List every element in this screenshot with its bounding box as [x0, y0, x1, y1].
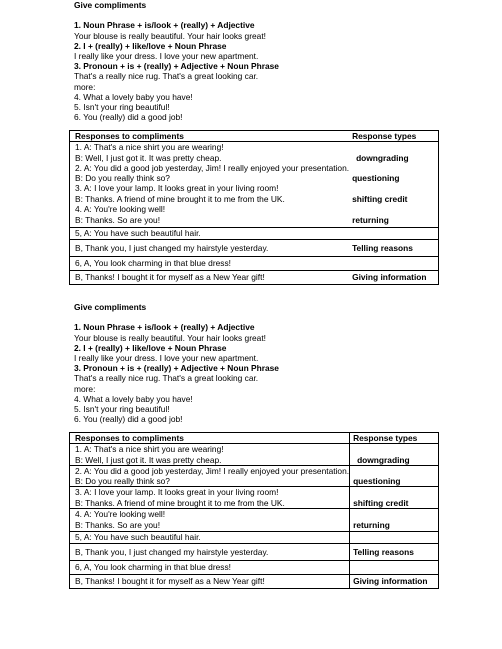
pattern-heading-1: 1. Noun Phrase + is/look + (really) + Adjective	[74, 20, 255, 31]
pattern-heading-3: 3. Pronoun + is + (really) + Adjective + Noun Phrase	[74, 363, 279, 374]
line-b: B: Thanks. So are you!	[70, 519, 350, 532]
table-row	[70, 173, 439, 183]
line-a: 6, A, You look charming in that blue dress!	[70, 560, 350, 574]
line-a: 1. A: That's a nice shirt you are wearing!	[75, 142, 224, 153]
pattern-heading-2: 2. I + (really) + like/love + Noun Phrase	[74, 40, 227, 51]
response-type: Telling reasons	[352, 242, 413, 253]
pattern-heading-2: 2. I + (really) + like/love + Noun Phrase	[74, 342, 227, 353]
section-title: Give compliments	[74, 0, 147, 10]
line-a: 5, A: You have such beautiful hair.	[70, 532, 350, 543]
pattern-heading-1: 1. Noun Phrase + is/look + (really) + Adjective	[74, 322, 255, 333]
table-row	[70, 153, 439, 163]
line-a: 2. A: You did a good job yesterday, Jim! I really enjoyed your presentation.	[70, 465, 350, 476]
compliments-section-2	[74, 302, 454, 424]
table-row	[70, 455, 439, 466]
response-type: returning	[353, 520, 390, 531]
pattern-example-3: That's a really nice rug. That's a great looking car.	[74, 373, 259, 384]
line-a: 3. A: I love your lamp. It looks great in your living room!	[70, 487, 350, 498]
line-a: 4. A: You're looking well!	[70, 509, 350, 520]
response-type: downgrading	[356, 152, 409, 163]
header-responses: Responses to compliments	[70, 433, 350, 444]
line-b: B, Thank you, I just changed my hairstyle yesterday.	[75, 242, 269, 253]
header-responses: Responses to compliments	[75, 131, 184, 141]
table-row	[70, 142, 439, 153]
response-type: downgrading	[357, 454, 410, 465]
response-type: Giving information	[353, 575, 428, 586]
pattern-example-3: That's a really nice rug. That's a great looking car.	[74, 71, 259, 82]
table-row	[70, 256, 439, 270]
response-type: shifting credit	[353, 497, 409, 508]
pattern-example-2: I really like your dress. I love your new apartment.	[74, 51, 259, 61]
line-b: B: Thanks. A friend of mine brought it to me from the UK.	[70, 498, 350, 509]
more-label: more:	[74, 81, 96, 92]
more-item-6: 6. You (really) did a good job!	[74, 112, 183, 123]
line-b: B: Do you really think so?	[75, 173, 170, 184]
more-label: more:	[74, 383, 96, 394]
line-a: 4. A: You're looking well!	[75, 204, 166, 215]
line-a: 5, A: You have such beautiful hair.	[75, 228, 201, 239]
line-b: B, Thank you, I just changed my hairstyle yesterday.	[70, 543, 350, 560]
table-row	[70, 532, 439, 543]
response-type: Telling reasons	[353, 546, 414, 557]
table-row	[70, 519, 439, 532]
response-type: shifting credit	[352, 193, 408, 204]
more-item-4: 4. What a lovely baby you have!	[74, 393, 193, 404]
table-row	[70, 239, 439, 256]
table-row	[70, 465, 439, 476]
line-a: 1. A: That's a nice shirt you are wearing!	[70, 444, 350, 455]
table-row	[70, 509, 439, 520]
table-row	[70, 487, 439, 498]
line-a: 2. A: You did a good job yesterday, Jim! I really enjoyed your presentation.	[75, 162, 350, 173]
line-a: 3. A: I love your lamp. It looks great in your living room!	[75, 183, 279, 194]
table-row	[70, 194, 439, 204]
pattern-example-1: Your blouse is really beautiful. Your hair looks great!	[74, 332, 266, 343]
more-item-4: 4. What a lovely baby you have!	[74, 91, 193, 102]
table-row	[70, 214, 439, 228]
line-a: 6, A, You look charming in that blue dress!	[75, 257, 231, 268]
responses-table-1	[69, 130, 439, 285]
table-row	[70, 204, 439, 214]
response-type: returning	[352, 215, 389, 226]
table-row	[70, 498, 439, 509]
pattern-example-1: Your blouse is really beautiful. Your hair looks great!	[74, 30, 266, 41]
line-b: B: Well, I just got it. It was pretty cheap.	[70, 455, 350, 466]
line-b: B, Thanks! I bought it for myself as a New Year gift!	[75, 271, 265, 282]
compliments-section-1	[74, 0, 454, 122]
table-row	[70, 476, 439, 487]
response-type: questioning	[352, 173, 400, 184]
responses-table-2	[69, 432, 439, 589]
response-type: Giving information	[352, 271, 427, 282]
line-b: B: Do you really think so?	[70, 476, 350, 487]
table-row	[70, 270, 439, 284]
table-row	[70, 543, 439, 560]
table-row	[70, 444, 439, 455]
table-row	[70, 560, 439, 574]
line-b: B: Thanks. So are you!	[75, 215, 161, 226]
table-row	[70, 183, 439, 193]
line-b: B, Thanks! I bought it for myself as a New Year gift!	[70, 574, 350, 588]
header-response-types: Response types	[353, 433, 418, 443]
pattern-heading-3: 3. Pronoun + is + (really) + Adjective + Noun Phrase	[74, 61, 279, 72]
line-b: B: Thanks. A friend of mine brought it to me from the UK.	[75, 193, 285, 204]
more-item-5: 5. Isn't your ring beautiful!	[74, 404, 170, 415]
table-row	[70, 163, 439, 173]
line-b: B: Well, I just got it. It was pretty cheap.	[75, 152, 222, 163]
response-type: questioning	[353, 476, 401, 487]
more-item-6: 6. You (really) did a good job!	[74, 414, 183, 425]
header-response-types: Response types	[352, 131, 417, 141]
table-row	[70, 574, 439, 588]
table-header-row	[70, 131, 439, 142]
table-header-row	[70, 433, 439, 444]
table-row	[70, 228, 439, 239]
more-item-5: 5. Isn't your ring beautiful!	[74, 102, 170, 113]
section-title: Give compliments	[74, 302, 147, 312]
pattern-example-2: I really like your dress. I love your new apartment.	[74, 353, 259, 363]
